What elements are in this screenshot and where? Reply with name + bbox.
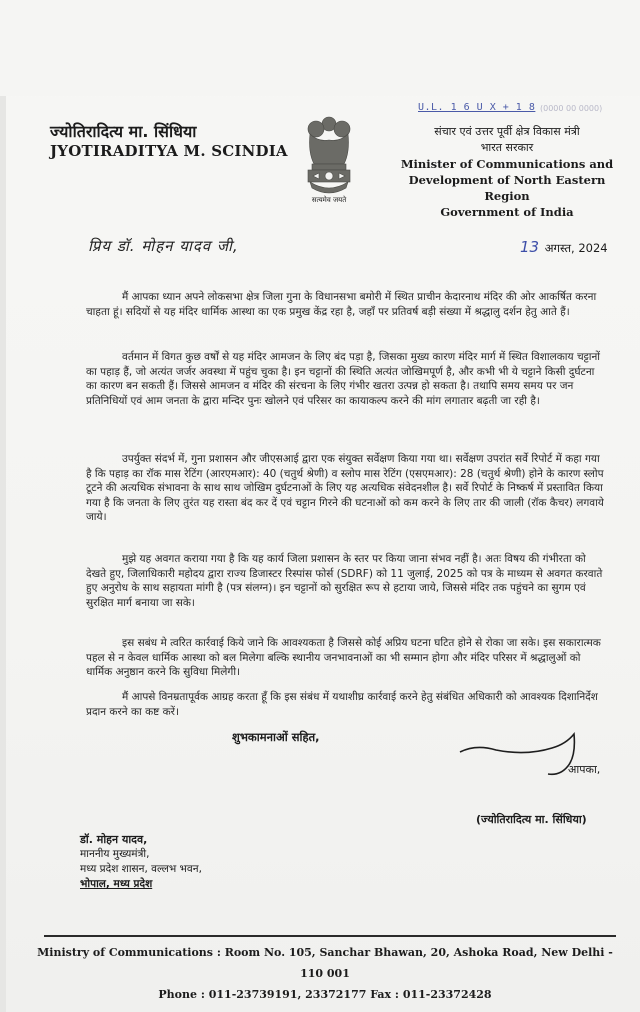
reference-number: U.L. 1 6 U X + 1 8	[418, 102, 536, 113]
body-paragraph-2: वर्तमान में विगत कुछ वर्षों से यह मंदिर आमजन के लिए बंद पड़ा है, जिसका मुख्य कारण मंदिर मार्ग में स्थित विशालकाय चट्टानों का पहाड़ हैं, जो अत्यंत जर्जर अवस्था में पहुंच चुका है। इन चट्टानों की स्थिति अत्यंत जोखिमपूर्ण है, और कभी भी ये चट्टाने किसी दुर्घटना का कारण बन सकती हैं। जिससे आमजन व मंदिर की संरचना के लिए गंभीर खतरा उत्पन्न हो सकता है। तथापि समय समय पर जन प्रतिनिधियों एवं आम जनता के द्वारा मन्दिर पुनः खोलने एवं परिसर का कायाकल्प करने की मांग लगातार बढ़ती जा रही है।	[86, 351, 601, 407]
designation-en-line-2: Development of North Eastern Region	[408, 173, 606, 203]
body-paragraph-4: मुझे यह अवगत कराया गया है कि यह कार्य जिला प्रशासन के स्तर पर किया जाना संभव नहीं है। अतः विषय की गंभीरता को देखते हुए, जिलाधिकारी महोदय द्वारा राज्य डिजास्टर रिस्पांस फोर्स (SDRF) को 11 जुलाई, 2025 को पत्र के माध्यम से अवगत करवाते हुए अनुरोध के साथ सहायता मांगी है (पत्र संलग्न)। इन चट्टानों को सुरक्षित रूप से हटाया जाये, जिससे मंदिर तक पहुंचने का सुगम एवं सुरक्षित मार्ग बनाया जा सके।	[86, 553, 603, 609]
emblem-motto: सत्यमेव जयते	[311, 196, 347, 204]
footer	[30, 942, 620, 1005]
signature-icon	[456, 726, 586, 778]
addressee-city: भोपाल, मध्य प्रदेश	[80, 878, 153, 890]
addressee-name: डॉ. मोहन यादव,	[80, 833, 148, 846]
letter-date	[520, 238, 608, 256]
date-month-year: अगस्त, 2024	[544, 241, 608, 255]
page-edge	[0, 96, 6, 1012]
body-paragraph-6: मैं आपसे विनम्रतापूर्वक आग्रह करता हूँ कि इस संबंध में यथाशीघ्र कार्रवाई करने हेतु संबंधित अधिकारी को आवश्यक दिशानिर्देश प्रदान करने का कष्ट करें।	[86, 691, 598, 718]
date-day: 13	[520, 238, 540, 256]
addressee-address: मध्य प्रदेश शासन, वल्लभ भवन,	[80, 863, 202, 875]
addressee-title: माननीय मुख्यमंत्री,	[80, 848, 150, 860]
ministry-designation	[392, 124, 622, 220]
footer-phone: Phone : 011-23739191, 23372177 Fax : 011-23372428	[158, 988, 492, 1001]
minister-name-hindi: ज्योतिरादित्य मा. सिंधिया	[50, 122, 197, 141]
handwritten-salutation: प्रिय डॉ. मोहन यादव जी,	[88, 237, 239, 255]
minister-name-english: JYOTIRADITYA M. SCINDIA	[50, 142, 288, 160]
footer-address: Ministry of Communications : Room No. 105, Sanchar Bhawan, 20, Ashoka Road, New Delhi - 110 001	[37, 946, 613, 980]
closing-salutation: शुभकामनाओं सहित,	[232, 730, 320, 744]
addressee-block	[80, 832, 202, 892]
national-emblem-icon	[296, 112, 362, 204]
reference-stamp: (0000 00 0000)	[540, 104, 603, 113]
designation-en-line-1: Minister of Communications and	[400, 157, 614, 171]
top-margin	[0, 0, 640, 96]
designation-hindi-line-1: संचार एवं उत्तर पूर्वी क्षेत्र विकास मंत्री	[434, 125, 580, 138]
signatory-name: (ज्योतिरादित्य मा. सिंधिया)	[476, 813, 587, 826]
designation-en-line-3: Government of India	[440, 205, 574, 219]
footer-divider	[44, 935, 616, 937]
body-paragraph-5: इस सबंध मे त्वरित कार्रवाई किये जाने कि आवश्यकता है जिससे कोई अप्रिय घटना घटित होने से रोका जा सके। इस सकारात्मक पहल से न केवल धार्मिक आस्था को बल मिलेगा बल्कि स्थानीय जनभावनाओं का भी सम्मान होगा और मंदिर परिसर में श्रद्धालुओं को धार्मिक अनुष्ठान करने कि सुविधा मिलेगी।	[86, 637, 601, 679]
designation-hindi-line-2: भारत सरकार	[480, 141, 534, 154]
yours-sincerely: आपका,	[568, 763, 601, 776]
body-paragraph-1: मैं आपका ध्यान अपने लोकसभा क्षेत्र जिला गुना के विधानसभा बमोरी में स्थित प्राचीन केदारनाथ मंदिर की ओर आकर्षित करना चाहता हूं। सदियों से यह मंदिर धार्मिक आस्था का एक प्रमुख केंद्र रहा है, जहाँ पर प्रतिवर्ष बड़ी संख्या में श्रद्धालु दर्शन हेतु आते हैं।	[86, 291, 597, 318]
body-paragraph-3: उपर्युक्त संदर्भ में, गुना प्रशासन और जीएसआई द्वारा एक संयुक्त सर्वेक्षण किया गया था। सर्वेक्षण उपरांत सर्वे रिपोर्ट में कहा गया है कि पहाड़ का रॉक मास रेटिंग (आरएमआर): 40 (चतुर्थ श्रेणी) व स्लोप मास रेटिंग (एसएमआर): 28 (चतुर्थ श्रेणी) होने के कारण स्लोप टूटने की अत्यधिक संभावना के साथ साथ जोखिम दुर्घटनाओं के लिए यह अत्यधिक संवेदनशील है। सर्वे रिपोर्ट के निष्कर्ष में प्रस्तावित किया गया है कि जनता के लिए तुरंत यह रास्ता बंद कर दें एवं चट्टान गिरने की घटनाओं को कम करने के लिए तार की जाली (रॉक कैचर) लगवाये जाये।	[86, 453, 604, 524]
